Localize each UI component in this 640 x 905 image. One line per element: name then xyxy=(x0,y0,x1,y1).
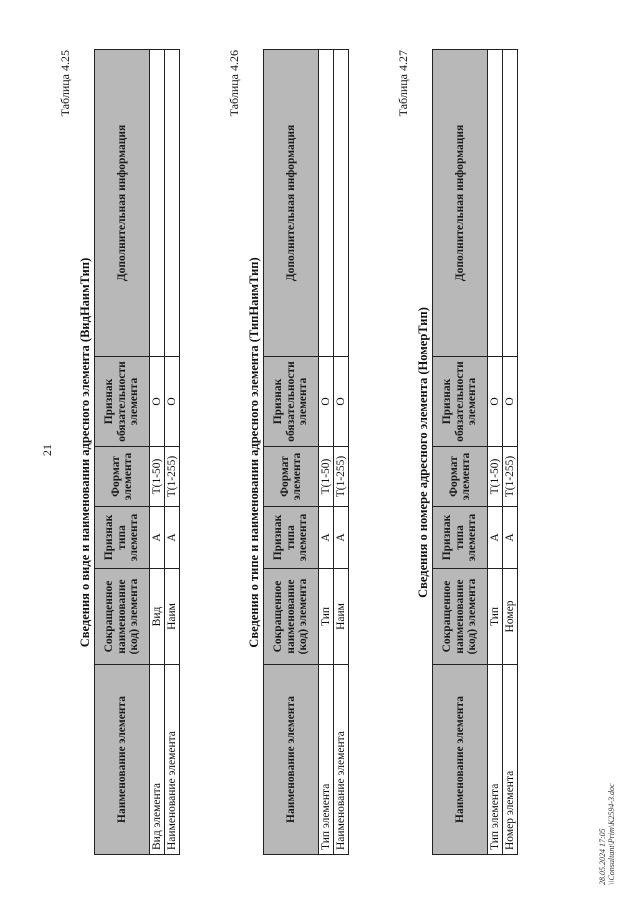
column-header: Формат элемента xyxy=(433,447,488,507)
cell xyxy=(150,50,165,357)
table-row xyxy=(319,50,334,855)
cell: А xyxy=(503,507,518,569)
cell: Вид xyxy=(150,569,165,665)
table-number: Таблица 4.25 xyxy=(58,50,72,117)
table-header-row xyxy=(264,50,319,855)
table-number: Таблица 4.27 xyxy=(396,50,410,117)
cell xyxy=(165,50,180,357)
table-title: Сведения о номере адресного элемента (НомерТип) xyxy=(416,307,430,598)
file-path: \\Consultant\Prim\K2594-3.doc xyxy=(607,783,616,885)
cell: Вид элемента xyxy=(150,665,165,855)
table-header-row xyxy=(433,50,488,855)
column-header: Признак типа элемента xyxy=(433,507,488,569)
table-row xyxy=(165,50,180,855)
column-header: Наименование элемента xyxy=(433,665,488,855)
table-number: Таблица 4.26 xyxy=(227,50,241,117)
column-header: Наименование элемента xyxy=(264,665,319,855)
cell xyxy=(503,50,518,357)
column-header: Признак обязательности элемента xyxy=(264,357,319,447)
table-title: Сведения о типе и наименовании адресного элемента (ТипНаимТип) xyxy=(247,257,261,648)
table-title: Сведения о виде и наименовании адресного элемента (ВидНаимТип) xyxy=(78,257,92,648)
cell: А xyxy=(165,507,180,569)
cell: Т(1-50) xyxy=(319,447,334,507)
cell: Тип элемента xyxy=(319,665,334,855)
cell: Т(1-255) xyxy=(503,447,518,507)
column-header: Признак обязательности элемента xyxy=(433,357,488,447)
cell: Т(1-255) xyxy=(334,447,349,507)
column-header: Дополнительная информация xyxy=(433,50,488,357)
column-header: Дополнительная информация xyxy=(95,50,150,357)
cell xyxy=(488,50,503,357)
cell: Т(1-50) xyxy=(488,447,503,507)
cell: О xyxy=(503,357,518,447)
cell: Номер элемента xyxy=(503,665,518,855)
cell: О xyxy=(165,357,180,447)
page-number: 21 xyxy=(40,444,54,456)
column-header: Формат элемента xyxy=(264,447,319,507)
table-block-4-26 xyxy=(227,50,347,855)
column-header: Признак обязательности элемента xyxy=(95,357,150,447)
cell: Тип xyxy=(319,569,334,665)
cell: Наим xyxy=(165,569,180,665)
table-row xyxy=(488,50,503,855)
cell: Тип элемента xyxy=(488,665,503,855)
cell: О xyxy=(334,357,349,447)
cell: Т(1-255) xyxy=(165,447,180,507)
print-date: 28.05.2024 17:05 xyxy=(598,828,607,885)
column-header: Признак типа элемента xyxy=(264,507,319,569)
cell: О xyxy=(488,357,503,447)
data-table xyxy=(432,49,518,855)
column-header: Признак типа элемента xyxy=(95,507,150,569)
table-row xyxy=(503,50,518,855)
cell: Наименование элемента xyxy=(165,665,180,855)
cell xyxy=(319,50,334,357)
column-header: Сокращенное наименование (код) элемента xyxy=(95,569,150,665)
data-table xyxy=(263,49,349,855)
column-header: Дополнительная информация xyxy=(264,50,319,357)
table-row xyxy=(150,50,165,855)
column-header: Наименование элемента xyxy=(95,665,150,855)
table-header-row xyxy=(95,50,150,855)
cell: Т(1-50) xyxy=(150,447,165,507)
table-block-4-27 xyxy=(396,50,516,855)
cell: А xyxy=(334,507,349,569)
cell: Номер xyxy=(503,569,518,665)
cell: А xyxy=(319,507,334,569)
table-block-4-25 xyxy=(58,50,178,855)
cell: Наименование элемента xyxy=(334,665,349,855)
cell: О xyxy=(319,357,334,447)
cell: Наим xyxy=(334,569,349,665)
data-table xyxy=(94,49,180,855)
cell: А xyxy=(150,507,165,569)
column-header: Сокращенное наименование (код) элемента xyxy=(433,569,488,665)
print-stamp xyxy=(598,783,616,885)
column-header: Формат элемента xyxy=(95,447,150,507)
cell: А xyxy=(488,507,503,569)
column-header: Сокращенное наименование (код) элемента xyxy=(264,569,319,665)
cell: О xyxy=(150,357,165,447)
cell xyxy=(334,50,349,357)
table-row xyxy=(334,50,349,855)
cell: Тип xyxy=(488,569,503,665)
